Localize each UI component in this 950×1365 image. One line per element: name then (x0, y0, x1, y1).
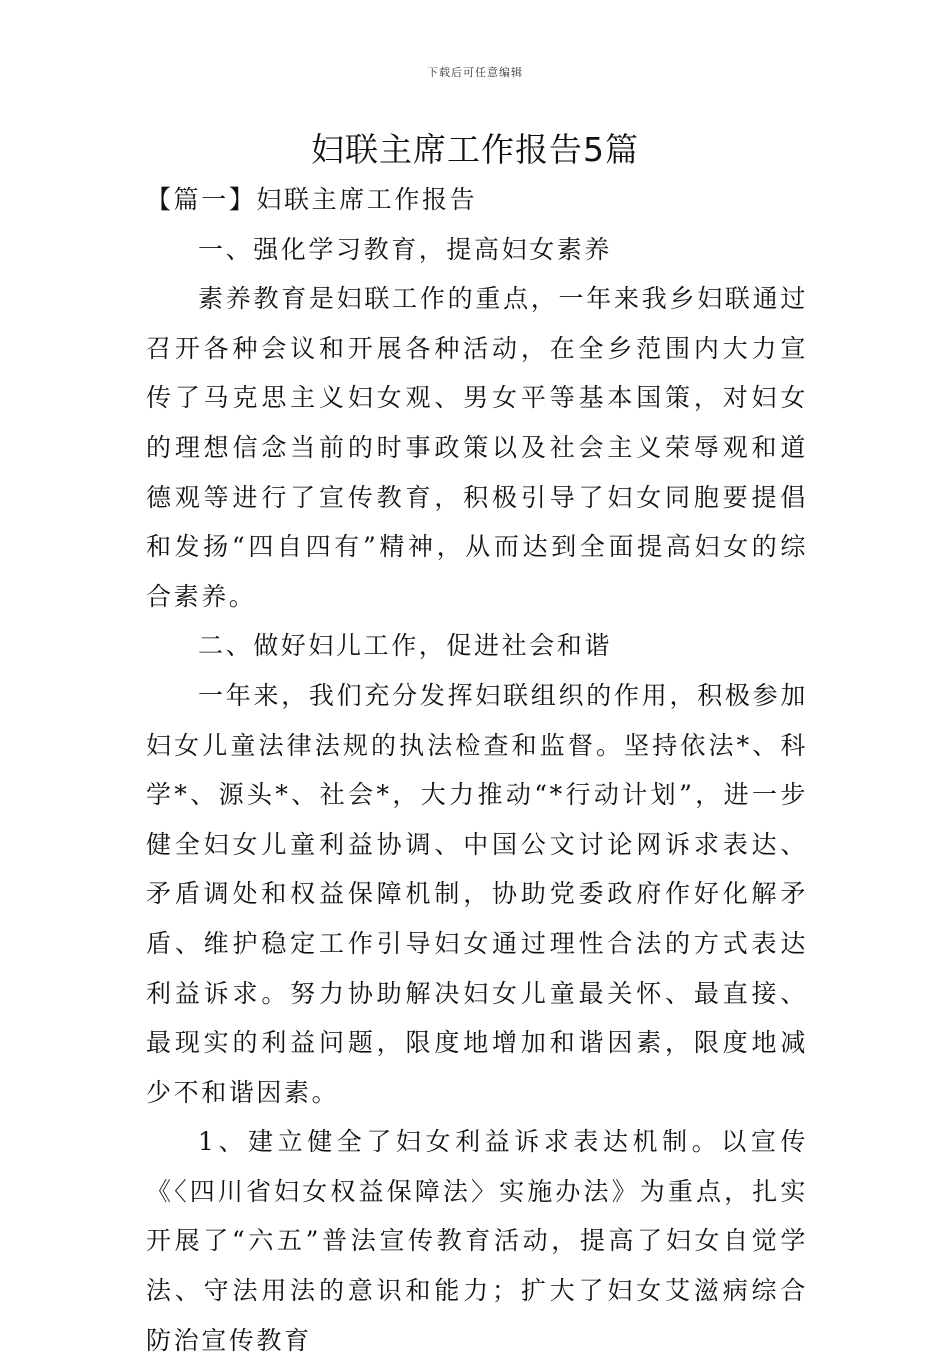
paragraph-3: 1、建立健全了妇女利益诉求表达机制。以宣传《〈四川省妇女权益保障法〉实施办法》为重点，扎实开展了“六五”普法宣传教育活动，提高了妇女自觉学法、守法用法的意识和能力；扩大了妇女艾滋病综合防治宣传教育 (146, 1127, 808, 1355)
header-note: 下载后可任意编辑 (427, 66, 523, 79)
section-heading: 【篇一】妇联主席工作报告 (146, 185, 478, 214)
document-title: 妇联主席工作报告5篇 (311, 130, 639, 169)
document-body (146, 175, 808, 1365)
paragraph-2: 一年来，我们充分发挥妇联组织的作用，积极参加妇女儿童法律法规的执法检查和监督。坚持依法*、科学*、源头*、社会*，大力推动“*行动计划”，进一步健全妇女儿童利益协调、中国公文讨论网诉求表达、矛盾调处和权益保障机制，协助党委政府作好化解矛盾、维护稳定工作引导妇女通过理性合法的方式表达利益诉求。努力协助解决妇女儿童最关怀、最直接、最现实的利益问题，限度地增加和谐因素，限度地减少不和谐因素。 (146, 680, 808, 1107)
subheading-1: 一、强化学习教育，提高妇女素养 (198, 234, 613, 264)
paragraph-1: 素养教育是妇联工作的重点，一年来我乡妇联通过召开各种会议和开展各种活动，在全乡范围内大力宣传了马克思主义妇女观、男女平等基本国策，对妇女的理想信念当前的时事政策以及社会主义荣辱观和道德观等进行了宣传教育，积极引导了妇女同胞要提倡和发扬“四自四有”精神，从而达到全面提高妇女的综合素养。 (146, 284, 808, 611)
subheading-2: 二、做好妇儿工作，促进社会和谐 (198, 631, 613, 661)
